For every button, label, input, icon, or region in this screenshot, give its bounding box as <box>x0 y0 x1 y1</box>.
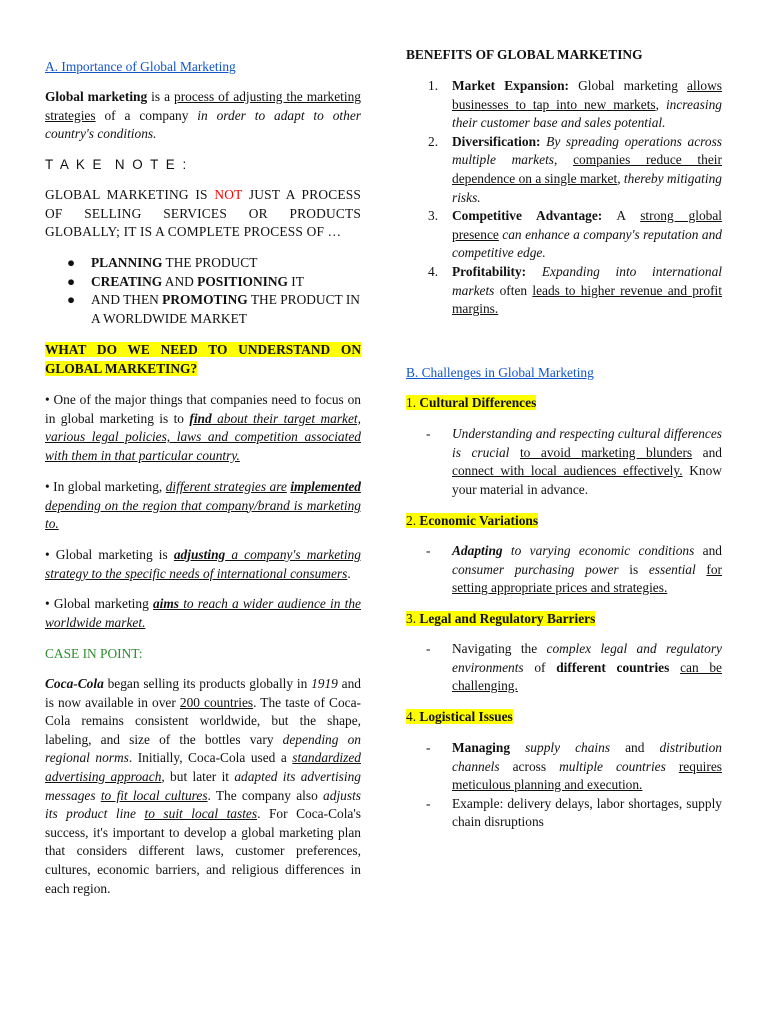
list-item: - Managing supply chains and distribution channels across multiple countries requires meticulous planning and execution. <box>426 740 722 793</box>
bullet-icon: ● <box>67 255 76 270</box>
list-item: ● CREATING AND POSITIONING IT <box>45 273 361 292</box>
bullet-paragraph-3: • Global marketing is adjusting a company's marketing strategy to the specific needs of international consumers. <box>45 547 361 581</box>
challenge-list-economic <box>406 542 722 598</box>
bullet-paragraph-2: • In global marketing, different strategies are implemented depending on the region that company/brand is marketing to. <box>45 479 361 532</box>
case-in-point-heading: CASE IN POINT: <box>45 646 143 661</box>
case-paragraph: Coca-Cola began selling its products globally in 1919 and is now available in over 200 countries. The taste of Coca-Cola remains consistent worldwide, but the shape, labeling, and size of the bottles vary depending on regional norms. Initially, Coca-Cola used a standardized advertising approach, but later it adapted its advertising messages to fit local cultures. The company also adjusts its product line to suit local tastes. For Coca-Cola's success, it's important to develop a global marketing plan that considers different laws, customer preferences, cultures, economic barriers, and religious differences in each region. <box>45 676 362 896</box>
list-item: ● AND THEN PROMOTING THE PRODUCT IN A WORLDWIDE MARKET <box>67 292 360 326</box>
question-heading: WHAT DO WE NEED TO UNDERSTAND ON GLOBAL MARKETING? <box>45 342 361 376</box>
benefits-list <box>406 77 722 319</box>
list-item: 2. Diversification: By spreading operations across multiple markets, companies reduce their dependence on a single market, thereby mitigating risks. <box>428 133 722 205</box>
bullet-paragraph-1: • One of the major things that companies need to focus on in global marketing is to find about their target market, various legal policies, laws and competition associated with them in that particular country. <box>45 392 361 463</box>
list-item: 1. Market Expansion: Global marketing allows businesses to tap into new markets, increasing their customer base and sales potential. <box>428 78 722 131</box>
challenge-heading-logistical: 4. Logistical Issues <box>406 709 513 724</box>
list-item: - Navigating the complex legal and regulatory environments of different countries can be challenging. <box>426 641 722 694</box>
note-paragraph: GLOBAL MARKETING IS NOT JUST A PROCESS OF SELLING SERVICES OR PRODUCTS GLOBALLY; IT IS A COMPLETE PROCESS OF … <box>45 187 362 240</box>
section-b-title: B. Challenges in Global Marketing <box>406 365 594 380</box>
list-item: 4. Profitability: Expanding into international markets often leads to higher revenue and profit margins. <box>428 263 722 317</box>
list-item: ● PLANNING THE PRODUCT <box>45 254 361 273</box>
list-item: 3. Competitive Advantage: A strong global presence can enhance a company's reputation and competitive edge. <box>428 208 723 261</box>
challenge-heading-legal: 3. Legal and Regulatory Barriers <box>406 611 596 626</box>
challenge-list-cultural <box>406 425 722 499</box>
bullet-icon: ● <box>67 292 76 308</box>
list-item: - Understanding and respecting cultural differences is crucial to avoid marketing blunders and connect with local audiences effectively. Know your material in advance. <box>426 426 722 497</box>
list-item: - Adapting to varying economic conditions and consumer purchasing power is essential for setting appropriate prices and strategies. <box>426 543 723 596</box>
challenge-list-legal <box>406 640 722 696</box>
challenge-heading-economic: 2. Economic Variations <box>406 513 539 528</box>
definition-paragraph: Global marketing is a process of adjusting the marketing strategies of a company in order to adapt to other country's conditions. <box>45 89 361 142</box>
list-item: - Example: delivery delays, labor shortages, supply chain disruptions <box>426 795 722 830</box>
section-a-title: A. Importance of Global Marketing <box>45 59 236 74</box>
bullet-icon: ● <box>67 273 76 289</box>
challenge-heading-cultural: 1. Cultural Differences <box>406 395 537 410</box>
challenge-list-logistical <box>406 739 722 832</box>
benefits-heading: BENEFITS OF GLOBAL MARKETING <box>406 47 643 62</box>
bullet-paragraph-4: • Global marketing aims to reach a wider audience in the worldwide market. <box>45 596 361 630</box>
take-note-label: T A K E N O T E : <box>45 157 189 172</box>
process-steps-list <box>45 254 361 328</box>
